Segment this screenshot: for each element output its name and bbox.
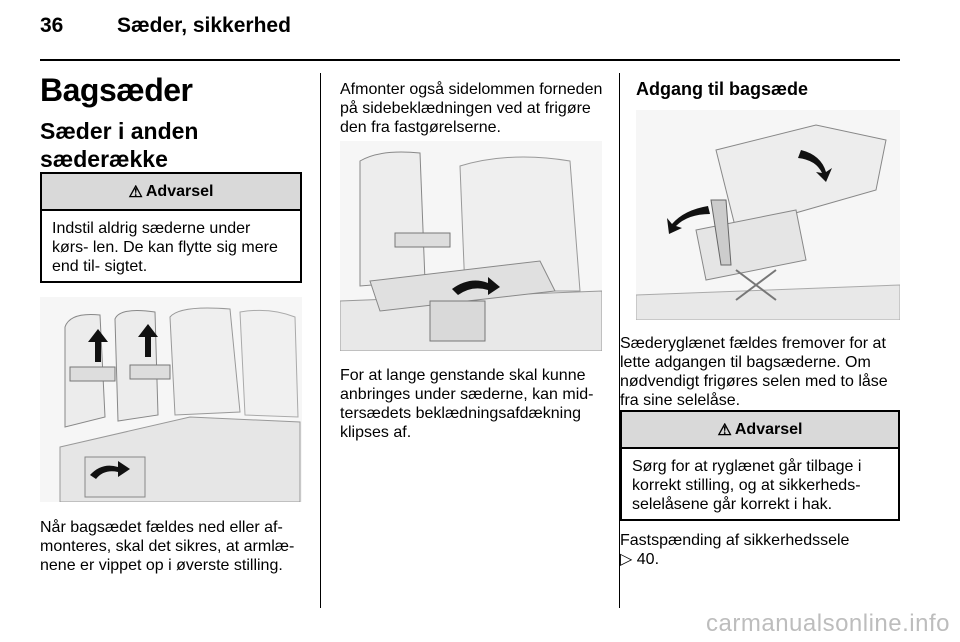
warning-text: Sørg for at ryglænet går tilbage i korrekt stilling, og at sikkerheds- selelåsene går korrekt i hak.	[632, 458, 862, 513]
intro-text: Afmonter også sidelommen forneden på sidebeklædningen ved at frigøre den fra fastgørelserne.	[340, 81, 603, 136]
header-rule	[40, 59, 900, 61]
access-text: Sæderyglænet fældes fremover for at lette adgangen til bagsæderne. Om nødvendigt frigøres selen med to låse fra sine selelåse.	[620, 335, 888, 409]
figure-armrests	[40, 297, 302, 502]
reference-page: 40.	[636, 551, 660, 568]
warning-text: Indstil aldrig sæderne under kørs- len. De kan flytte sig mere end til- sigtet.	[52, 220, 278, 275]
warning-title: Advarsel	[734, 420, 803, 438]
footer-text: Fastspænding af sikkerhedssele	[620, 532, 850, 549]
warning-header	[42, 174, 300, 211]
warning-header	[622, 412, 898, 449]
warning-symbol-icon: ⚠	[128, 183, 143, 201]
subsection-heading: Sæder i anden sæderække	[40, 118, 199, 172]
column-divider-1	[320, 73, 321, 608]
figure-side-pocket	[340, 141, 602, 351]
caption-2: For at lange genstande skal kunne anbringes under sæderne, kan mid- tersædets beklædningsafdækning klipses af.	[340, 367, 594, 441]
warning-symbol-icon: ⚠	[717, 421, 732, 439]
warning-box-1	[40, 172, 302, 283]
section-heading: Bagsæder	[40, 72, 193, 108]
access-heading: Adgang til bagsæde	[636, 79, 809, 99]
warning-box-2	[620, 410, 900, 521]
watermark: carmanualsonline.info	[706, 610, 950, 637]
page-reference[interactable]	[620, 550, 900, 569]
warning-title: Advarsel	[145, 182, 214, 200]
figure-seat-fold	[636, 110, 900, 320]
reference-arrow-icon: ▷	[620, 551, 633, 568]
running-title: Sæder, sikkerhed	[117, 14, 291, 37]
caption-1: Når bagsædet fældes ned eller af- monteres, skal det sikres, at armlæ- nene er vippet op i øverste stilling.	[40, 519, 295, 574]
page-number: 36	[40, 14, 64, 37]
